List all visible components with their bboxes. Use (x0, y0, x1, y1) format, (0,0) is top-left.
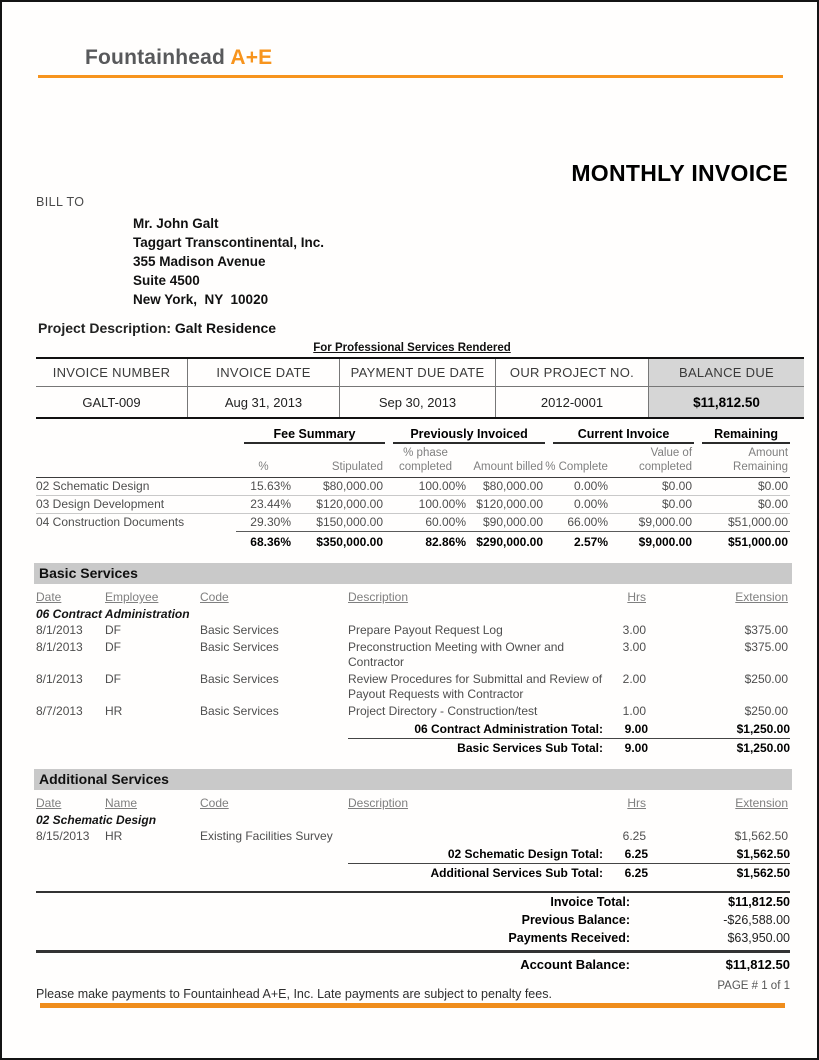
spacer-cell (36, 427, 236, 444)
payment-due-date-header: PAYMENT DUE DATE (340, 358, 496, 387)
service-entry-row: 8/1/2013 DF Basic Services Prepare Payout Request Log 3.00 $375.00 (36, 623, 788, 637)
basic-services-table (36, 587, 790, 757)
payment-due-date-value: Sep 30, 2013 (340, 387, 496, 419)
fee-summary-table (36, 427, 790, 551)
name-column-header: Name (105, 796, 138, 810)
description-column-header: Description (348, 590, 409, 604)
bill-to-address (133, 214, 817, 309)
service-entry-row: 8/15/2013 HR Existing Facilities Survey 6.25 $1,562.50 (36, 829, 788, 843)
extension-column-header: Extension (735, 590, 788, 604)
bill-to-label: BILL TO (36, 195, 85, 209)
project-description-label: Project Description: (38, 320, 172, 336)
service-entry-row: 8/1/2013 DF Basic Services Preconstruction Meeting with Owner and Contractor 3.00 $375.00 (36, 640, 788, 669)
fee-subheader-row (36, 444, 790, 478)
header-divider (38, 75, 783, 78)
balance-due-header: BALANCE DUE (649, 358, 805, 387)
invoice-number-header: INVOICE NUMBER (36, 358, 188, 387)
code-column-header: Code (200, 590, 229, 604)
spacer-cell (36, 864, 348, 883)
description-column-header: Description (348, 796, 409, 810)
basic-services-header-row (36, 587, 790, 606)
invoice-date-header: INVOICE DATE (188, 358, 340, 387)
spacer-cell (36, 444, 236, 478)
service-entry-row: 8/7/2013 HR Basic Services Project Directory - Construction/test 1.00 $250.00 (36, 704, 788, 718)
basic-services-section-header: Basic Services (34, 563, 792, 584)
fee-row: 03 Design Development 23.44% $120,000.00 100.00% $120,000.00 0.00% $0.00 $0.00 (36, 496, 790, 514)
pct-header: % (236, 444, 293, 478)
spacer-cell (36, 532, 236, 552)
fee-row: 02 Schematic Design 15.63% $80,000.00 100.00% $80,000.00 0.00% $0.00 $0.00 (36, 479, 789, 493)
invoice-number-value: GALT-009 (36, 387, 188, 419)
date-column-header: Date (36, 796, 62, 810)
date-column-header: Date (36, 590, 62, 604)
current-invoice-group: Current Invoice (545, 427, 694, 444)
company-logo (85, 46, 817, 70)
project-description-value: Galt Residence (174, 320, 277, 336)
value-of-completed-header: Value of completed (610, 444, 694, 478)
pct-complete-header: % Complete (545, 444, 610, 478)
payment-note: Please make payments to Fountainhead A+E, Inc. Late payments are subject to penalty fees. (36, 987, 552, 1001)
hrs-column-header: Hrs (627, 796, 646, 810)
invoice-date-value: Aug 31, 2013 (188, 387, 340, 419)
phase-total-row: 06 Contract Administration Total: 9.00 $1,250.00 (36, 720, 790, 739)
services-rendered-caption: For Professional Services Rendered (313, 342, 511, 354)
previous-balance-row: Previous Balance: -$26,588.00 (521, 913, 790, 927)
stipulated-header: Stipulated (293, 444, 385, 478)
phase-total-row: 02 Schematic Design Total: 6.25 $1,562.50 (36, 845, 790, 864)
page-number: PAGE # 1 of 1 (717, 980, 790, 992)
remaining-group: Remaining (694, 427, 790, 444)
address-line: Suite 4500 (133, 273, 200, 288)
hrs-column-header: Hrs (627, 590, 646, 604)
amount-billed-header: Amount billed (468, 444, 545, 478)
amount-remaining-header: Amount Remaining (694, 444, 790, 478)
spacer-cell (36, 845, 348, 864)
document-title: MONTHLY INVOICE (571, 160, 788, 186)
employee-column-header: Employee (105, 590, 159, 604)
invoice-info-table (36, 357, 804, 419)
account-balance-row: Account Balance: $11,812.50 (520, 957, 790, 972)
project-description (38, 320, 817, 336)
section-subtotal-row: Basic Services Sub Total: 9.00 $1,250.00 (36, 739, 790, 758)
code-column-header: Code (200, 796, 229, 810)
account-balance-divider (36, 950, 790, 953)
footer-divider (40, 1003, 785, 1008)
spacer-cell (36, 720, 348, 739)
invoice-info-header-row (36, 358, 804, 387)
address-line: Taggart Transcontinental, Inc. (133, 235, 325, 250)
summary-divider (36, 891, 790, 893)
balance-due-value: $11,812.50 (649, 387, 805, 419)
spacer-cell (36, 739, 348, 758)
project-no-value: 2012-0001 (496, 387, 649, 419)
invoice-total-row: Invoice Total: $11,812.50 (550, 895, 790, 909)
address-line: Mr. John Galt (133, 216, 219, 231)
additional-services-section-header: Additional Services (34, 769, 792, 790)
project-no-header: OUR PROJECT NO. (496, 358, 649, 387)
service-entry-row: 8/1/2013 DF Basic Services Review Procedures for Submittal and Review of Payout Requests with Contractor 2.00 $250.00 (36, 672, 788, 701)
additional-services-table (36, 793, 790, 882)
previously-invoiced-group: Previously Invoiced (385, 427, 545, 444)
logo-name: Fountainhead (85, 46, 226, 69)
fee-summary-group: Fee Summary (236, 427, 385, 444)
phase-group-label: 02 Schematic Design (36, 813, 157, 827)
fee-totals-row: 68.36% $350,000.00 82.86% $290,000.00 2.57% $9,000.00 $51,000.00 (36, 532, 790, 552)
fee-group-header-row (36, 427, 790, 444)
additional-services-header-row (36, 793, 790, 812)
phase-group-label: 06 Contract Administration (36, 607, 190, 621)
extension-column-header: Extension (735, 796, 788, 810)
address-line: 355 Madison Avenue (133, 254, 266, 269)
section-subtotal-row: Additional Services Sub Total: 6.25 $1,562.50 (36, 864, 790, 883)
pct-phase-completed-header: % phase completed (385, 444, 468, 478)
address-line: New York, NY 10020 (133, 292, 269, 307)
invoice-info-value-row (36, 387, 804, 419)
payments-received-row: Payments Received: $63,950.00 (508, 931, 790, 945)
fee-row: 04 Construction Documents 29.30% $150,000.00 60.00% $90,000.00 66.00% $9,000.00 $51,000.00 (36, 514, 790, 532)
logo-suffix: A+E (230, 46, 273, 69)
